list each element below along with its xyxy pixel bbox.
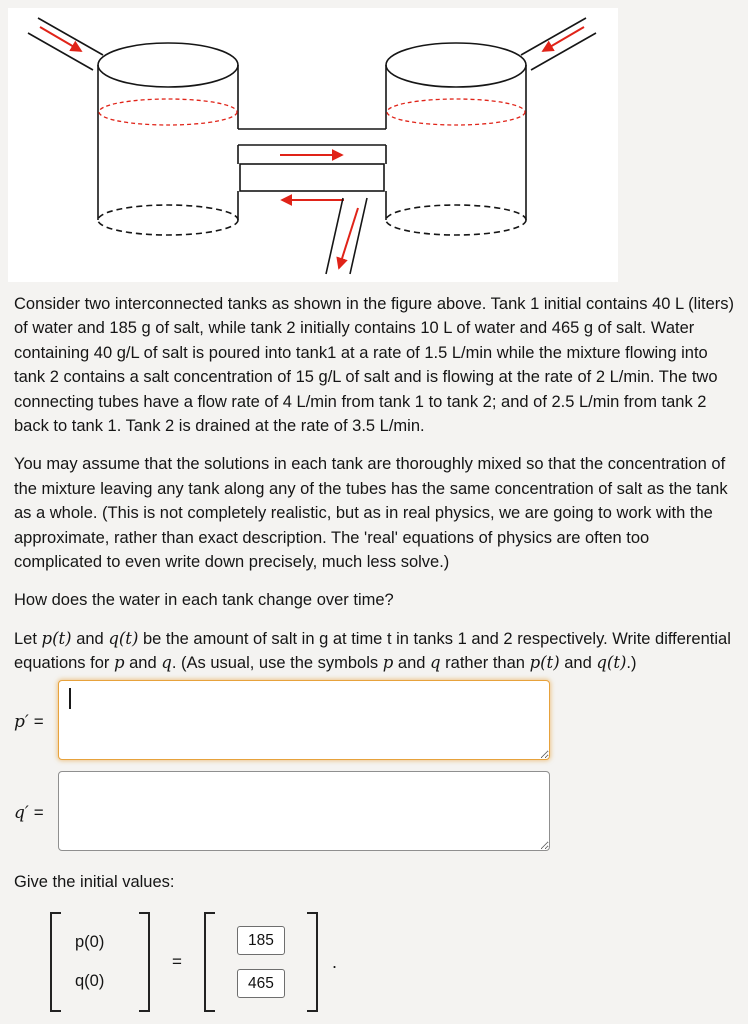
- q-prime-label: [14, 803, 58, 823]
- initial-values-equation: [50, 908, 734, 1016]
- problem-paragraph-2: You may assume that the solutions in each tank are thoroughly mixed so that the concentration of the mixture leaving any tank along any of the tubes has the same concentration of salt as the tank as a whole. (This is not completely realistic, but as in real physics, we are going to work with the approximate, rather than exact description. The 'real' equations of physics are often too complicated to even write down precisely, much less solve.): [14, 455, 728, 572]
- tank-1-bottom-rim: [98, 205, 238, 235]
- tank-1-water-level: [99, 99, 237, 125]
- top-connecting-tube: [238, 129, 386, 155]
- inflow-pipe-tank1-walls: [28, 18, 103, 70]
- p4-math-pt: p(t): [41, 628, 72, 648]
- bottom-tube-walls: [240, 164, 384, 191]
- tank-2-water-level: [387, 99, 525, 125]
- tank-1-top-rim: [98, 43, 238, 87]
- q-prime-row: [14, 771, 734, 856]
- initial-values-heading: Give the initial values:: [14, 872, 175, 891]
- sentence-period: .: [331, 951, 337, 972]
- matrix1-right-bracket: [139, 912, 150, 1012]
- drain-arrow: [339, 208, 358, 268]
- p4-text-2: be the amount of salt in g at time t in tanks 1 and 2 respectively. Write differential equations for: [14, 629, 731, 673]
- p4-math-qt2: q(t): [596, 653, 627, 673]
- matrix2-left-bracket: [204, 912, 215, 1012]
- problem-paragraph-3: How does the water in each tank change over time?: [14, 591, 394, 610]
- matrix1-labels: [61, 912, 139, 1012]
- p4-math-q2: q: [430, 653, 441, 673]
- p-prime-input-wrap: [58, 680, 550, 765]
- p4-math-qt: q(t): [108, 628, 139, 648]
- tank-2-top-rim: [386, 43, 526, 87]
- q-prime-input-wrap: [58, 771, 550, 856]
- drain-pipe-walls: [326, 198, 367, 274]
- q-prime-input[interactable]: [58, 771, 550, 851]
- p-prime-input[interactable]: [58, 680, 550, 760]
- top-tube-walls: [238, 129, 386, 145]
- p-prime-equals: =: [33, 712, 44, 732]
- tanks-figure-panel: [8, 8, 618, 282]
- p0-label: p(0): [75, 932, 105, 951]
- p4-text-0: Let: [14, 629, 42, 648]
- p4-math-q: q: [161, 653, 172, 673]
- drain-pipe: [326, 198, 367, 274]
- p4-text-1: and: [71, 629, 109, 648]
- p-prime-symbol: p′: [14, 712, 29, 733]
- bottom-connecting-tube: [240, 164, 384, 200]
- tank-2: [386, 43, 526, 235]
- matrix2-inputs: [215, 912, 307, 1012]
- p4-text-6: rather than: [440, 654, 530, 673]
- p4-math-pt2: p(t): [529, 653, 560, 673]
- p4-text-5: and: [393, 654, 431, 673]
- p4-text-8: .): [626, 654, 637, 673]
- text-cursor: [69, 688, 71, 709]
- two-tanks-diagram: [8, 8, 618, 282]
- tank-2-bottom-rim: [386, 205, 526, 235]
- matrix1-left-bracket: [50, 912, 61, 1012]
- inflow-pipe-tank2-walls: [521, 18, 596, 70]
- inflow-pipe-tank1: [28, 18, 103, 70]
- problem-paragraph-1: Consider two interconnected tanks as shown in the figure above. Tank 1 initial contains 40 L (liters) of water and 185 g of salt, while tank 2 initially contains 10 L of water and 465 g of salt. Water containing 40 g/L of salt is poured into tank1 at a rate of 1.5 L/min while the mixture flowing into tank 2 contains a salt concentration of 15 g/L of salt and is flowing at the rate of 2 L/min. The two connecting tubes have a flow rate of 4 L/min from tank 1 to tank 2; and of 2.5 L/min from tank 2 back to tank 1. Tank 2 is drained at the rate of 3.5 L/min.: [14, 295, 734, 436]
- matrix2-right-bracket: [307, 912, 318, 1012]
- p0-value-input[interactable]: [237, 926, 285, 955]
- p-prime-row: [14, 680, 734, 765]
- problem-paragraph-4: [14, 627, 734, 676]
- q0-label: q(0): [75, 972, 105, 991]
- p4-text-7: and: [559, 654, 597, 673]
- matrix-equals: =: [172, 952, 182, 972]
- tank-1: [98, 43, 238, 235]
- p4-text-3: and: [124, 654, 162, 673]
- p4-math-p2: p: [382, 653, 394, 673]
- p-prime-label: [14, 712, 58, 732]
- q-prime-equals: =: [33, 803, 44, 823]
- problem-content: [0, 292, 748, 1016]
- p4-math-p: p: [113, 653, 125, 673]
- q0-value-input[interactable]: [237, 969, 285, 998]
- p4-text-4: . (As usual, use the symbols: [171, 654, 383, 673]
- inflow-pipe-tank2: [521, 18, 596, 70]
- q-prime-symbol: q′: [14, 803, 29, 824]
